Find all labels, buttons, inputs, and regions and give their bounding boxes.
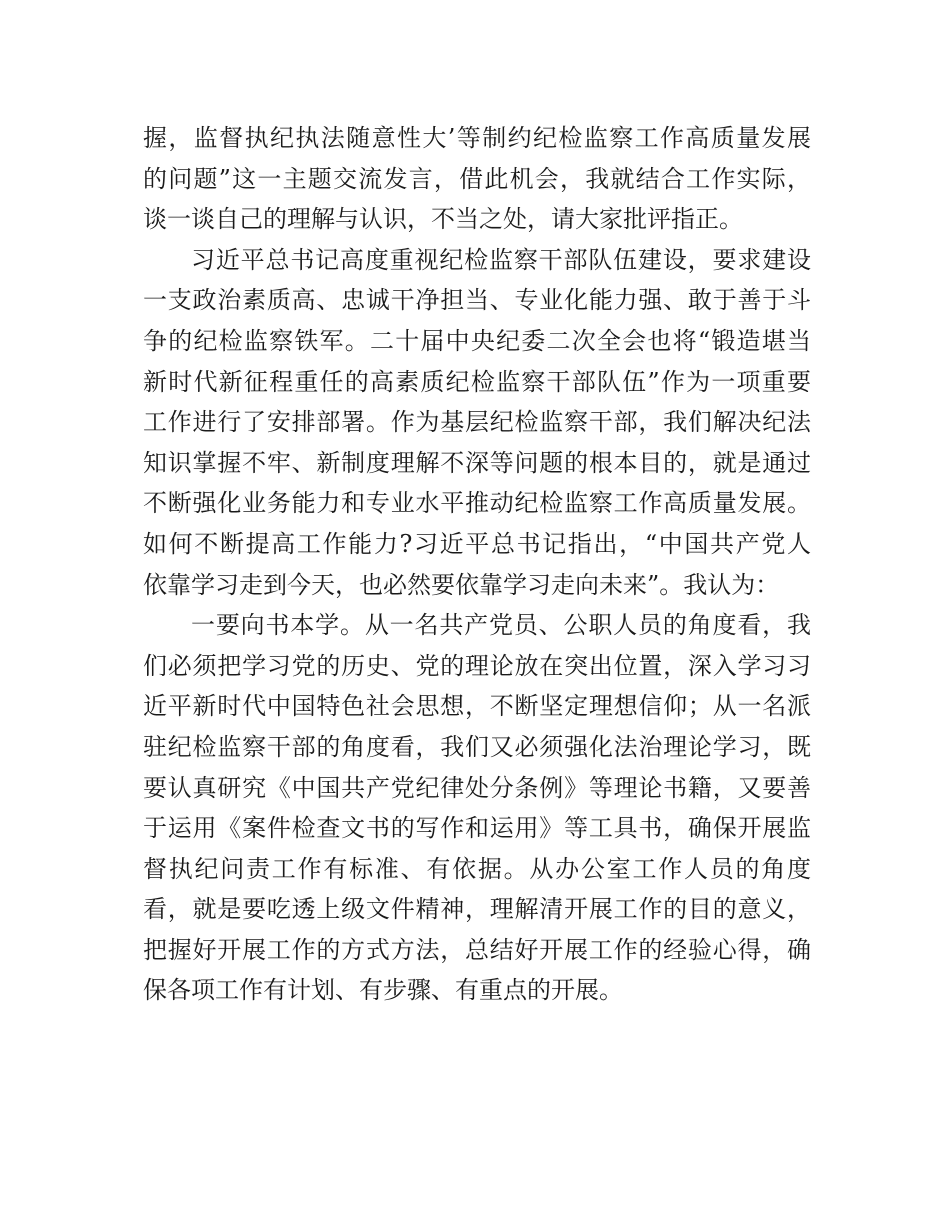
- text-line: 新时代新征程重任的高素质纪检监察干部队伍”作为一项重要: [143, 367, 811, 396]
- text-line: 习近平总书记高度重视纪检监察干部队伍建设，要求建设: [191, 245, 811, 274]
- text-line: 于运用《案件检查文书的写作和运用》等工具书，确保开展监: [143, 814, 811, 843]
- text-line: 督执纪问责工作有标准、有依据。从办公室工作人员的角度: [143, 854, 811, 883]
- text-line: 不断强化业务能力和专业水平推动纪检监察工作高质量发展。: [143, 489, 811, 518]
- text-line: 保各项工作有计划、有步骤、有重点的开展。: [143, 976, 623, 1005]
- text-line: 的问题”这一主题交流发言，借此机会，我就结合工作实际，: [143, 164, 811, 193]
- text-line: 工作进行了安排部署。作为基层纪检监察干部，我们解决纪法: [143, 408, 811, 437]
- text-line: 看，就是要吃透上级文件精神，理解清开展工作的目的意义，: [143, 895, 811, 924]
- paragraph-3: [143, 605, 811, 1011]
- text-line: 近平新时代中国特色社会思想，不断坚定理想信仰；从一名派: [143, 692, 811, 721]
- text-line: 一支政治素质高、忠诚干净担当、专业化能力强、敢于善于斗: [143, 286, 811, 315]
- text-line: 驻纪检监察干部的角度看，我们又必须强化法治理论学习，既: [143, 732, 811, 761]
- text-line: 们必须把学习党的历史、党的理论放在突出位置，深入学习习: [143, 651, 811, 680]
- text-line: 依靠学习走到今天，也必然要依靠学习走向未来”。我认为：: [143, 570, 780, 599]
- text-line: 争的纪检监察铁军。二十届中央纪委二次全会也将“锻造堪当: [143, 326, 811, 355]
- text-line: 握，监督执纪执法随意性大’等制约纪检监察工作高质量发展: [143, 124, 811, 152]
- paragraph-1: [143, 118, 811, 240]
- body-text: [143, 118, 811, 1011]
- text-line: 把握好开展工作的方式方法，总结好开展工作的经验心得，确: [143, 935, 811, 964]
- text-line: 谈一谈自己的理解与认识，不当之处，请大家批评指正。: [143, 205, 743, 234]
- paragraph-2: [143, 240, 811, 605]
- text-line: 一要向书本学。从一名共产党员、公职人员的角度看，我: [191, 611, 811, 640]
- text-line: 如何不断提高工作能力?习近平总书记指出，“中国共产党人: [143, 529, 811, 558]
- text-line: 知识掌握不牢、新制度理解不深等问题的根本目的，就是通过: [143, 448, 811, 477]
- text-line: 要认真研究《中国共产党纪律处分条例》等理论书籍，又要善: [143, 773, 811, 802]
